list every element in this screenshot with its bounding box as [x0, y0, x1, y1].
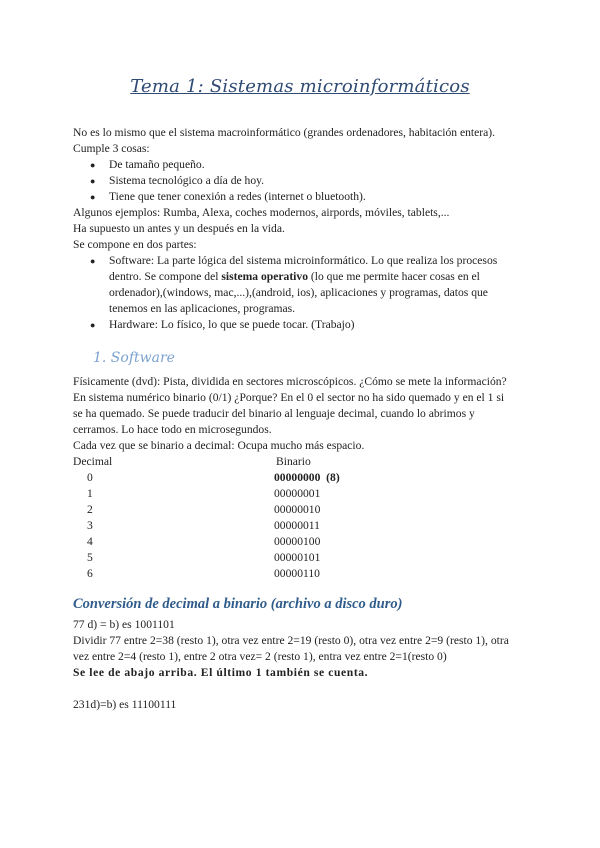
paragraph-line: Dividir 77 entre 2=38 (resto 1), otra vez entre 2=19 (resto 0), otra vez entre 2=9 (resto 1), otra — [73, 634, 509, 647]
paragraph-line: Cada vez que se binario a decimal: Ocupa mucho más espacio. — [73, 439, 365, 452]
paragraph-line: 231d)=b) es 11100111 — [73, 698, 177, 711]
table-cell: 2 — [87, 503, 93, 516]
table-cell: 00000101 — [274, 551, 321, 564]
intro-line: Se compone en dos partes: — [73, 238, 197, 251]
table-header-binary: Binario — [276, 455, 311, 468]
list-item: Hardware: Lo físico, lo que se puede tocar. (Trabajo) — [109, 318, 355, 331]
table-cell: 4 — [87, 535, 93, 548]
table-col-binary — [274, 470, 340, 582]
software-bullet-text: (lo que me permite hacer cosas en el — [308, 270, 480, 283]
list-item: Tiene que tener conexión a redes (internet o bluetooth). — [109, 190, 366, 203]
paragraph-line: vez entre 2=4 (resto 1), entre 2 otra vez= 2 (resto 1), entra vez entre 2=1(resto 0) — [73, 650, 447, 663]
bullet-icon: ● — [90, 256, 96, 266]
software-bullet-line: ordenador),(windows, mac,...),(android, ios), aplicaciones y programas, datos que — [109, 286, 488, 299]
table-cell: 00000110 — [274, 567, 320, 580]
software-bullet-line — [109, 269, 480, 285]
paragraph-line: Físicamente (dvd): Pista, dividida en sectores microscópicos. ¿Cómo se mete la información? — [73, 375, 507, 388]
table-cell: 00000000 (8) — [274, 471, 340, 484]
table-cell: 3 — [87, 519, 93, 532]
list-item: De tamaño pequeño. — [109, 158, 205, 171]
bullet-icon: ● — [90, 176, 96, 186]
section-heading-conversion: Conversión de decimal a binario (archivo a disco duro) — [73, 596, 403, 612]
table-cell: 5 — [87, 551, 93, 564]
page-title: Tema 1: Sistemas microinformáticos — [130, 76, 470, 97]
table-header-decimal: Decimal — [73, 455, 113, 468]
intro-line: Algunos ejemplos: Rumba, Alexa, coches modernos, airpords, móviles, tablets,... — [73, 206, 450, 219]
intro-line: Ha supuesto un antes y un después en la vida. — [73, 222, 285, 235]
paragraph-line: 77 d) = b) es 1001101 — [73, 618, 175, 631]
bullet-icon: ● — [90, 160, 96, 170]
software-bullet-line: tenemos en las aplicaciones, programas. — [109, 302, 296, 315]
bullet-icon: ● — [90, 192, 96, 202]
intro-line: No es lo mismo que el sistema macroinformático (grandes ordenadores, habitación entera). — [73, 126, 496, 139]
table-cell: 1 — [87, 487, 93, 500]
table-cell: 00000100 — [274, 535, 321, 548]
section-heading-software: 1. Software — [93, 350, 175, 366]
table-cell: 00000011 — [274, 519, 320, 532]
list-item: Sistema tecnológico a día de hoy. — [109, 174, 265, 187]
table-col-decimal — [87, 470, 93, 582]
bullet-icon: ● — [90, 320, 96, 330]
intro-line: Cumple 3 cosas: — [73, 142, 150, 155]
software-bullet-text: dentro. Se compone del — [109, 270, 222, 283]
table-cell: 0 — [87, 471, 93, 484]
software-bullet-line: Software: La parte lógica del sistema microinformático. Lo que realiza los procesos — [109, 254, 498, 267]
bold-note: Se lee de abajo arriba. El último 1 también se cuenta. — [73, 666, 369, 679]
table-cell: 00000001 — [274, 487, 321, 500]
table-cell: 00000010 — [274, 503, 321, 516]
table-cell: 6 — [87, 567, 93, 580]
paragraph-line: se ha quemado. Se puede traducir del binario al lenguaje decimal, cuando lo abrimos y — [73, 407, 475, 420]
paragraph-line: En sistema numérico binario (0/1) ¿Porque? En el 0 el sector no ha sido quemado y en el 1 si — [73, 391, 505, 404]
paragraph-line: cerramos. Lo hace todo en microsegundos. — [73, 423, 272, 436]
bold-term: sistema operativo — [221, 270, 308, 283]
